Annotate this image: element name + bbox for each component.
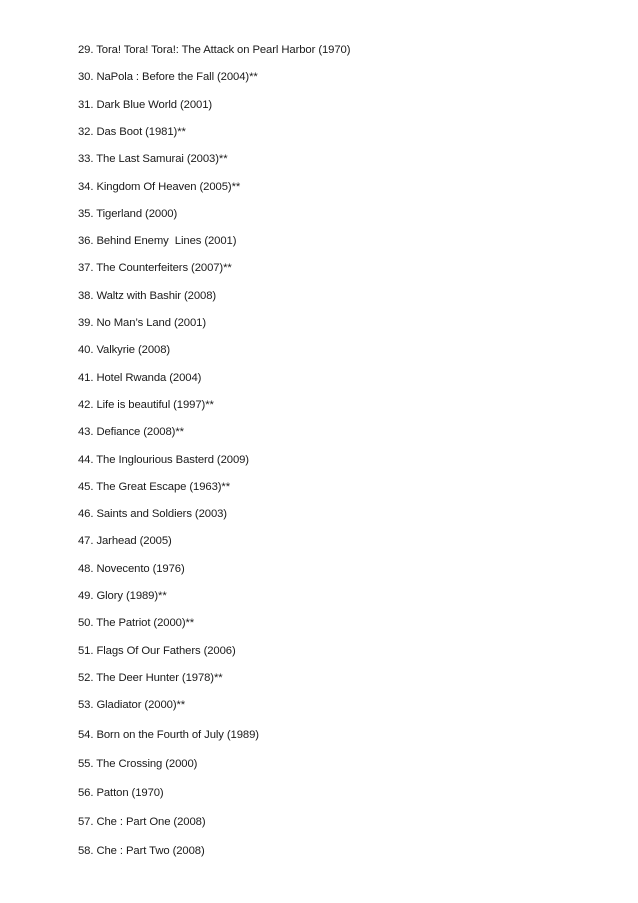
list-item: 44. The Inglourious Basterd (2009) [78,454,249,466]
list-item: 53. Gladiator (2000)** [78,699,186,711]
list-item: 33. The Last Samurai (2003)** [78,153,228,165]
list-item: 37. The Counterfeiters (2007)** [78,262,232,274]
list-item: 49. Glory (1989)** [78,590,167,602]
list-item: 50. The Patriot (2000)** [78,617,195,629]
list-item: 57. Che : Part One (2008) [78,816,206,828]
list-item: 38. Waltz with Bashir (2008) [78,290,217,302]
list-item: 36. Behind Enemy Lines (2001) [78,235,237,247]
list-item: 30. NaPola : Before the Fall (2004)** [78,71,258,83]
list-item: 45. The Great Escape (1963)** [78,481,231,493]
list-item: 46. Saints and Soldiers (2003) [78,508,227,520]
list-item: 55. The Crossing (2000) [78,758,198,770]
list-item: 41. Hotel Rwanda (2004) [78,372,202,384]
list-item: 47. Jarhead (2005) [78,535,172,547]
list-item: 34. Kingdom Of Heaven (2005)** [78,181,241,193]
list-item: 35. Tigerland (2000) [78,208,178,220]
list-item: 43. Defiance (2008)** [78,426,184,438]
list-item: 40. Valkyrie (2008) [78,344,171,356]
list-item: 39. No Man’s Land (2001) [78,317,207,329]
list-item: 58. Che : Part Two (2008) [78,845,205,857]
list-item: 31. Dark Blue World (2001) [78,99,213,111]
list-item: 29. Tora! Tora! Tora!: The Attack on Pearl Harbor (1970) [78,44,351,56]
list-item: 51. Flags Of Our Fathers (2006) [78,645,236,657]
list-item: 54. Born on the Fourth of July (1989) [78,729,259,741]
list-item: 48. Novecento (1976) [78,563,185,575]
list-item: 32. Das Boot (1981)** [78,126,186,138]
list-item: 56. Patton (1970) [78,787,164,799]
list-item: 42. Life is beautiful (1997)** [78,399,214,411]
list-item: 52. The Deer Hunter (1978)** [78,672,223,684]
